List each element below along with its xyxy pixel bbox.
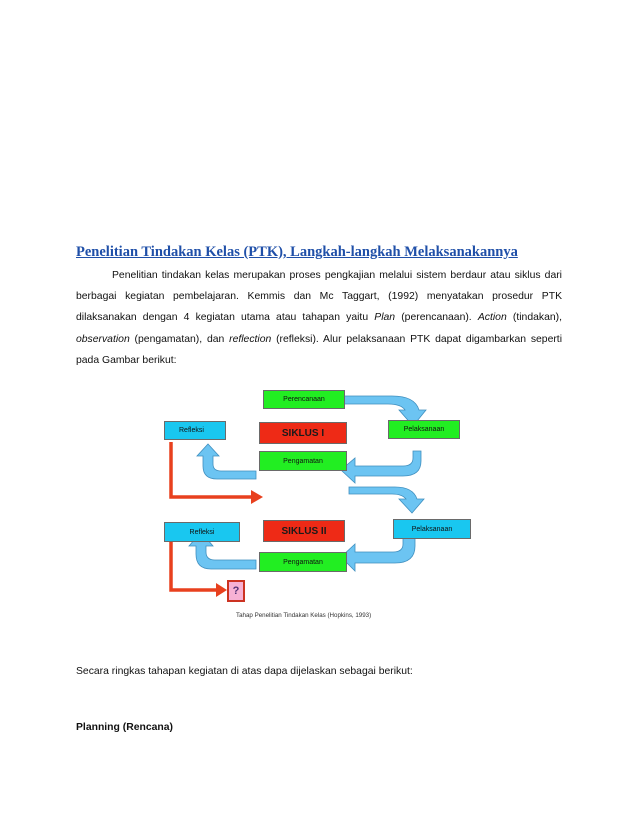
question-box: ? xyxy=(227,580,245,602)
paragraph-text-5: (refleksi). Alur pelaksanaan PTK dapat digambarkan seperti pada Gambar berikut: xyxy=(76,333,563,366)
arrow-to-pengamatan-1 xyxy=(341,451,421,483)
arrow-to-pengamatan-2 xyxy=(341,534,415,571)
arrow-to-refleksi-1 xyxy=(197,444,256,479)
box-pelaksanaan-1: Pelaksanaan xyxy=(388,420,460,439)
paragraph-text-2: (perencanaan). xyxy=(395,312,478,324)
paragraph-text-3: (tindakan), xyxy=(506,312,562,324)
paragraph-text-1: Penelitian tindakan kelas merupakan proses pengkajian melalui sistem berdaur atau siklus dari berbagai kegiatan pembelajaran. Kemmis dan Mc Taggart, (1992) menyatakan prosedur PTK dilaksanakan dengan 4 kegiatan utama atau tahapan yaitu xyxy=(76,270,562,324)
document-title: Penelitian Tindakan Kelas (PTK), Langkah-langkah Melaksanakannya xyxy=(76,244,518,260)
planning-heading: Planning (Rencana) xyxy=(76,722,173,733)
box-pengamatan-1: Pengamatan xyxy=(259,451,347,471)
paragraph-text-4: (pengamatan), dan xyxy=(129,333,230,345)
term-observation: observation xyxy=(76,333,130,345)
box-siklus-1: SIKLUS I xyxy=(259,422,347,444)
box-refleksi-1: Refleksi xyxy=(164,421,226,440)
box-pengamatan-2: Pengamatan xyxy=(259,552,347,572)
term-plan: Plan xyxy=(374,312,396,324)
box-siklus-2: SIKLUS II xyxy=(263,520,345,542)
figure-caption: Tahap Penelitian Tindakan Kelas (Hopkins, 1993) xyxy=(236,612,372,619)
red-arrowhead-2 xyxy=(216,583,227,597)
ptk-cycle-figure xyxy=(163,386,472,628)
arrow-to-pelaksanaan-2 xyxy=(349,487,424,513)
box-pelaksanaan-2: Pelaksanaan xyxy=(393,519,471,539)
term-reflection: reflection xyxy=(229,333,272,345)
term-action: Action xyxy=(477,312,507,324)
box-refleksi-2: Refleksi xyxy=(164,522,240,542)
summary-text: Secara ringkas tahapan kegiatan di atas dapa dijelaskan sebagai berikut: xyxy=(76,666,413,677)
red-arrowhead-1 xyxy=(251,490,263,504)
box-perencanaan: Perencanaan xyxy=(263,390,345,409)
intro-paragraph xyxy=(76,265,562,371)
